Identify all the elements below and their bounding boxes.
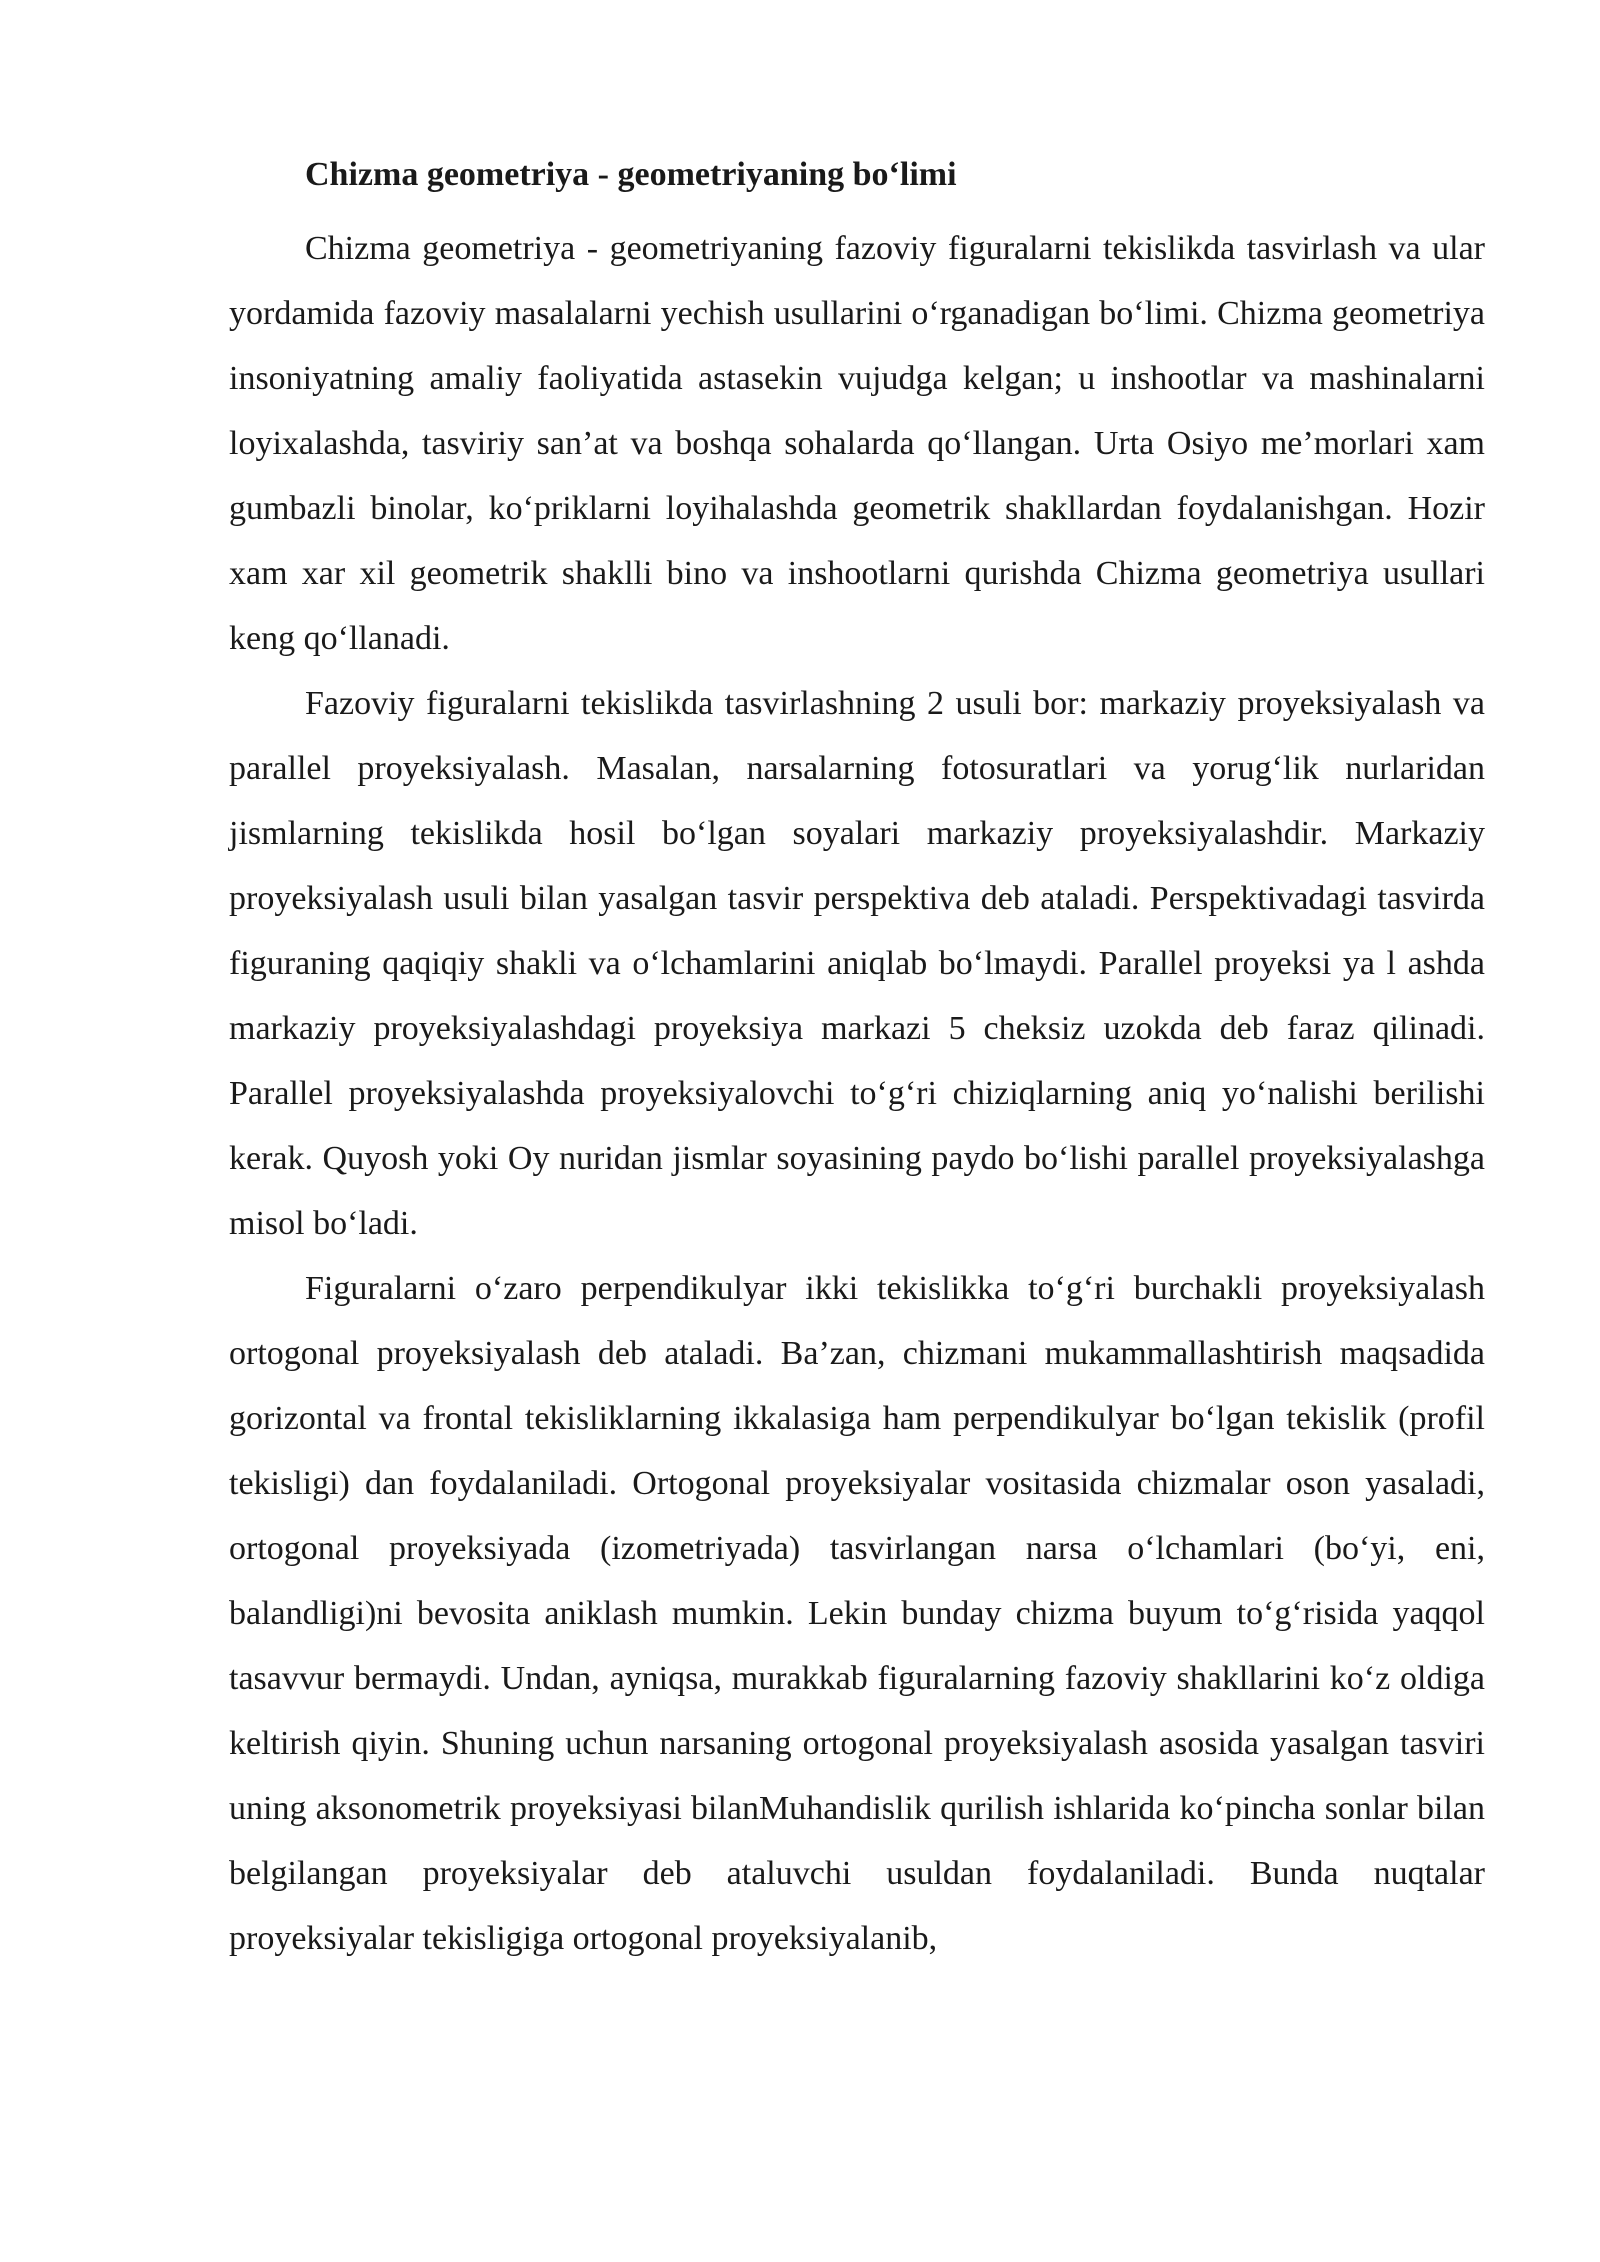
section-heading: Chizma geometriya - geometriyaning bo‘limi (305, 156, 957, 193)
document-body (229, 150, 1485, 1971)
paragraph-orthogonal-projection: Figuralarni o‘zaro perpendikulyar ikki tekislikka to‘g‘ri burchakli proyeksiyalash ortogonal proyeksiyalash deb ataladi. Ba’zan, chizmani mukammallashtirish maqsadida gorizontal va frontal tekisliklarning ikkalasiga ham perpendikulyar bo‘lgan tekislik (profil tekisligi) dan foydalaniladi. Ortogonal proyeksiyalar vositasida chizmalar oson yasaladi, ortogonal proyeksiyada (izometriyada) tasvirlangan narsa o‘lchamlari (bo‘yi, eni, balandligi)ni bevosita aniklash mumkin. Lekin bunday chizma buyum to‘g‘risida yaqqol tasavvur bermaydi. Undan, ayniqsa, murakkab figuralarning fazoviy shakllarini ko‘z oldiga keltirish qiyin. Shuning uchun narsaning ortogonal proyeksiyalash asosida yasalgan tasviri uning aksonometrik proyeksiyasi bilanMuhandislik qurilish ishlarida ko‘pincha sonlar bilan belgilangan proyeksiyalar deb ataluvchi usuldan foydalaniladi. Bunda nuqtalar proyeksiyalar tekisligiga ortogonal proyeksiyalanib, (229, 1270, 1485, 1957)
paragraph-projection-methods: Fazoviy figuralarni tekislikda tasvirlashning 2 usuli bor: markaziy proyeksiyalash va parallel proyeksiyalash. Masalan, narsalarning fotosuratlari va yorug‘lik nurlaridan jismlarning tekislikda hosil bo‘lgan soyalari markaziy proyeksiyalashdir. Markaziy proyeksiyalash usuli bilan yasalgan tasvir perspektiva deb ataladi. Perspektivadagi tasvirda figuraning qaqiqiy shakli va o‘lchamlarini aniqlab bo‘lmaydi. Parallel proyeksi ya l ashda markaziy proyeksiyalashdagi proyeksiya markazi 5 cheksiz uzokda deb faraz qilinadi. Parallel proyeksiyalashda proyeksiyalovchi to‘g‘ri chiziqlarning aniq yo‘nalishi berilishi kerak. Quyosh yoki Oy nuridan jismlar soyasining paydo bo‘lishi parallel proyeksiyalashga misol bo‘ladi. (229, 685, 1485, 1242)
paragraph-intro: Chizma geometriya - geometriyaning fazoviy figuralarni tekislikda tasvirlash va ular yordamida fazoviy masalalarni yechish usullarini o‘rganadigan bo‘limi. Chizma geometriya insoniyatning amaliy faoliyatida astasekin vujudga kelgan; u inshootlar va mashinalarni loyixalashda, tasviriy san’at va boshqa sohalarda qo‘llangan. Urta Osiyo me’morlari xam gumbazli binolar, ko‘priklarni loyihalashda geometrik shakllardan foydalanishgan. Hozir xam xar xil geometrik shaklli bino va inshootlarni qurishda Chizma geometriya usullari keng qo‘llanadi. (229, 230, 1485, 657)
